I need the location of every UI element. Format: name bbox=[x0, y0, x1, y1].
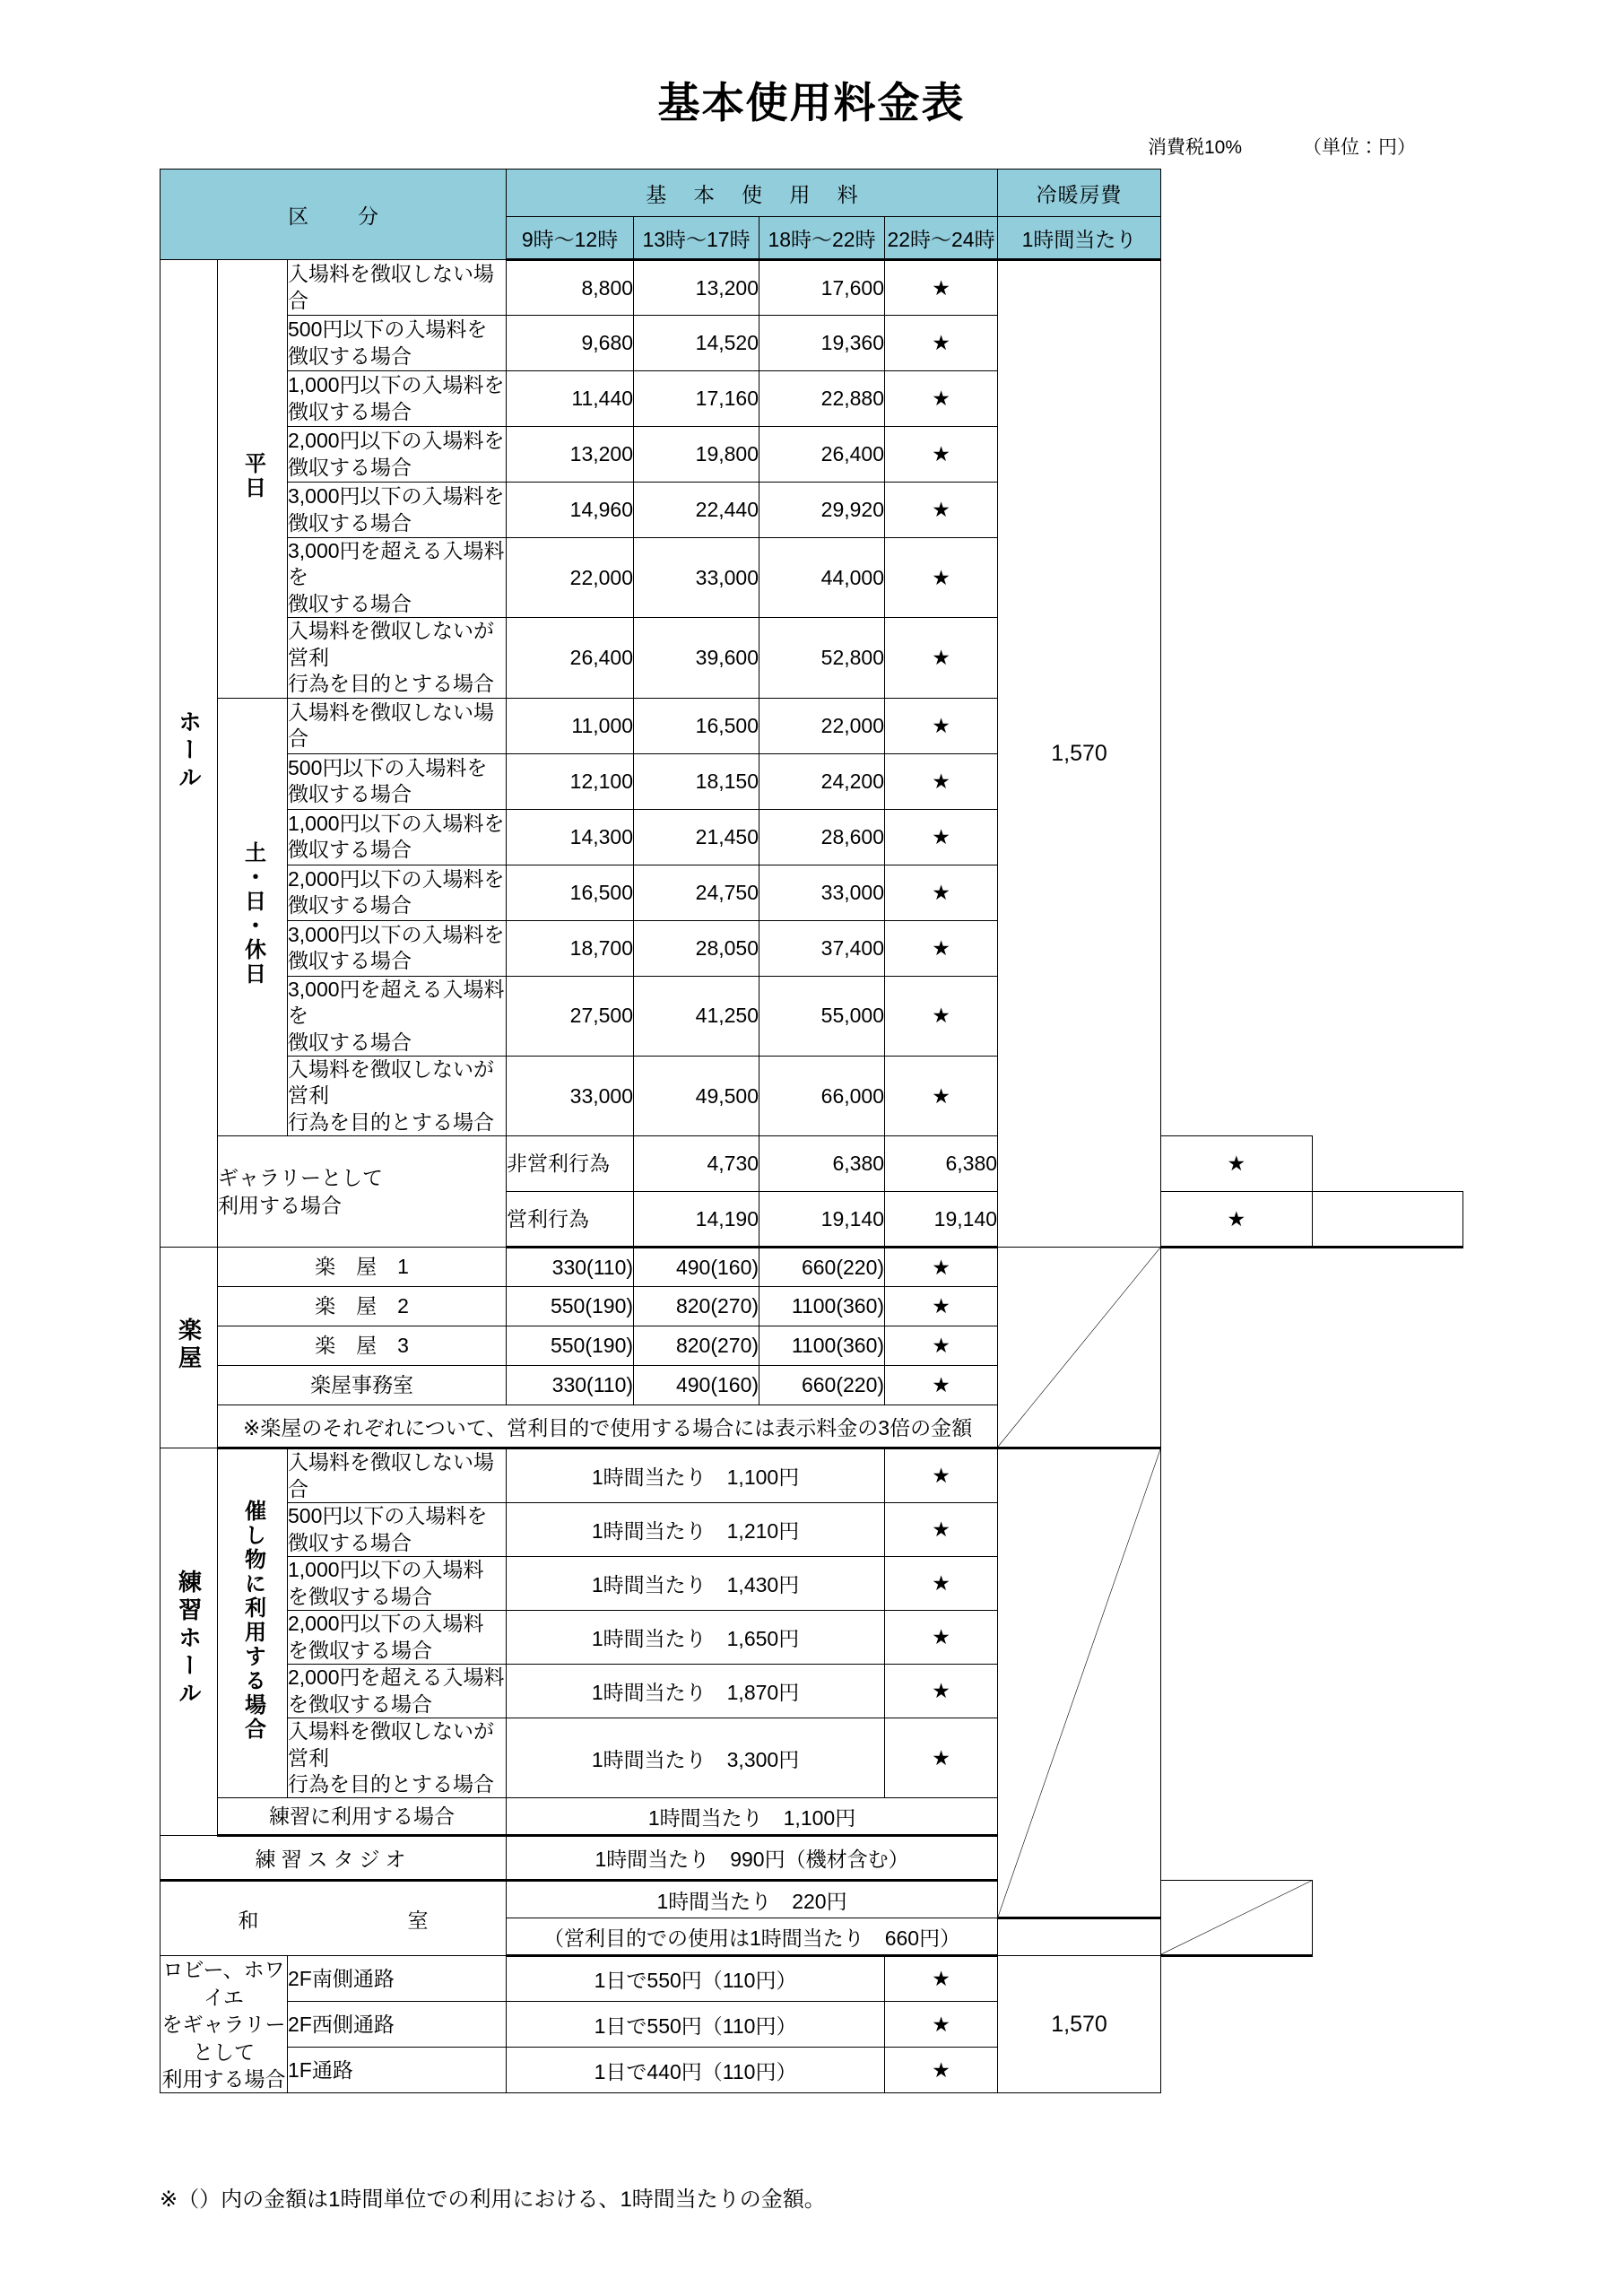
table-row bbox=[161, 316, 1463, 371]
cell-value: 33,000 bbox=[759, 865, 885, 920]
cell-value: 6,380 bbox=[885, 1136, 998, 1192]
table-row bbox=[161, 618, 1463, 698]
row-label: 入場料を徴収しない場合 bbox=[288, 698, 507, 753]
cell-value: 26,400 bbox=[759, 427, 885, 483]
header-per-hour: 1時間当たり bbox=[998, 217, 1161, 260]
row-label: 営利行為 bbox=[507, 1192, 634, 1248]
row-label: 2,000円を超える入場料 を徴収する場合 bbox=[288, 1665, 507, 1718]
table-row bbox=[161, 1248, 1463, 1287]
cell-value: 39,600 bbox=[634, 618, 759, 698]
cell-value: 18,150 bbox=[634, 753, 759, 809]
cell-value: 16,500 bbox=[634, 698, 759, 753]
cell-value: 1日で550円（110円） bbox=[507, 2002, 885, 2048]
cell-value: 14,190 bbox=[634, 1192, 759, 1248]
table-row bbox=[161, 1836, 1463, 1881]
table-row bbox=[161, 976, 1463, 1056]
cell-value: 41,250 bbox=[634, 976, 759, 1056]
empty-diagonal-cell bbox=[1161, 1881, 1312, 1956]
row-label: 楽 屋 1 bbox=[218, 1248, 507, 1287]
section-label-lobby: ロビー、ホワイエ をギャラリーとして 利用する場合 bbox=[161, 1956, 288, 2093]
cell-value: 22,440 bbox=[634, 483, 759, 538]
cell-value: 14,960 bbox=[507, 483, 634, 538]
cell-value: 49,500 bbox=[634, 1056, 759, 1135]
table-row bbox=[161, 260, 1463, 316]
heating-fee-lobby: 1,570 bbox=[998, 1956, 1161, 2093]
cell-value: 22,880 bbox=[759, 371, 885, 427]
row-label: 楽 屋 3 bbox=[218, 1326, 507, 1366]
header-time-col-1: 9時〜12時 bbox=[507, 217, 634, 260]
heating-fee-hall: 1,570 bbox=[998, 260, 1161, 1248]
cell-value: 55,000 bbox=[759, 976, 885, 1056]
table-row bbox=[161, 1503, 1463, 1557]
star-icon: ★ bbox=[885, 316, 998, 371]
star-icon: ★ bbox=[1161, 1192, 1312, 1248]
cell-value: 19,360 bbox=[759, 316, 885, 371]
cell-value: 1時間当たり 1,870円 bbox=[507, 1665, 885, 1718]
cell-value: 37,400 bbox=[759, 920, 885, 976]
subsection-label-event-use: 催し物に利用する場合 bbox=[218, 1448, 288, 1798]
table-row bbox=[161, 1665, 1463, 1718]
cell-value: 13,200 bbox=[634, 260, 759, 316]
table-row bbox=[161, 698, 1463, 753]
table-row bbox=[161, 483, 1463, 538]
cell-value: 11,440 bbox=[507, 371, 634, 427]
row-label: 2F南側通路 bbox=[288, 1956, 507, 2002]
star-icon: ★ bbox=[885, 1287, 998, 1326]
cell-value: 1日で440円（110円） bbox=[507, 2048, 885, 2093]
dressing-rooms-note: ※楽屋のそれぞれについて、営利目的で使用する場合には表示料金の3倍の金額 bbox=[218, 1405, 998, 1448]
star-icon: ★ bbox=[885, 1718, 998, 1798]
cell-value: 660(220) bbox=[759, 1366, 885, 1405]
header-time-col-3: 18時〜22時 bbox=[759, 217, 885, 260]
table-row bbox=[161, 1366, 1463, 1405]
star-icon: ★ bbox=[1161, 1136, 1312, 1192]
star-icon: ★ bbox=[885, 698, 998, 753]
star-icon: ★ bbox=[885, 1611, 998, 1665]
star-icon: ★ bbox=[885, 371, 998, 427]
cell-value: 33,000 bbox=[634, 538, 759, 618]
row-label: 入場料を徴収しないが営利 行為を目的とする場合 bbox=[288, 618, 507, 698]
table-row bbox=[161, 1956, 1463, 2002]
cell-value: 17,160 bbox=[634, 371, 759, 427]
star-icon: ★ bbox=[885, 809, 998, 865]
cell-value: 11,000 bbox=[507, 698, 634, 753]
table-row bbox=[161, 809, 1463, 865]
row-label: 入場料を徴収しない場合 bbox=[288, 1448, 507, 1503]
star-icon: ★ bbox=[885, 865, 998, 920]
cell-value: 33,000 bbox=[507, 1056, 634, 1135]
table-row bbox=[161, 538, 1463, 618]
section-label-dressing-rooms: 楽屋 bbox=[161, 1248, 218, 1448]
row-label: 1F通路 bbox=[288, 2048, 507, 2093]
cell-value: 550(190) bbox=[507, 1287, 634, 1326]
cell-value: 550(190) bbox=[507, 1326, 634, 1366]
row-label: 1,000円以下の入場料を 徴収する場合 bbox=[288, 809, 507, 865]
star-icon: ★ bbox=[885, 920, 998, 976]
row-label: 非営利行為 bbox=[507, 1136, 634, 1192]
cell-value: 12,100 bbox=[507, 753, 634, 809]
unit-note: （単位：円） bbox=[1303, 137, 1417, 158]
star-icon: ★ bbox=[885, 260, 998, 316]
row-label: 3,000円以下の入場料を 徴収する場合 bbox=[288, 483, 507, 538]
cell-value: 13,200 bbox=[507, 427, 634, 483]
table-row bbox=[161, 865, 1463, 920]
cell-value: 17,600 bbox=[759, 260, 885, 316]
header-heating-fee: 冷暖房費 bbox=[998, 170, 1161, 217]
cell-value: 14,520 bbox=[634, 316, 759, 371]
star-icon: ★ bbox=[885, 427, 998, 483]
section-label-practice-hall: 練習ホール bbox=[161, 1448, 218, 1836]
row-label: 3,000円以下の入場料を 徴収する場合 bbox=[288, 920, 507, 976]
star-icon: ★ bbox=[885, 976, 998, 1056]
header-basic-fee: 基 本 使 用 料 bbox=[507, 170, 998, 217]
cell-value: 24,750 bbox=[634, 865, 759, 920]
cell-value: 1時間当たり 990円（機材含む） bbox=[507, 1836, 998, 1881]
cell-value: 29,920 bbox=[759, 483, 885, 538]
row-label: 1,000円以下の入場料を 徴収する場合 bbox=[288, 371, 507, 427]
tax-note: 消費税10% bbox=[1148, 137, 1243, 158]
cell-value: 44,000 bbox=[759, 538, 885, 618]
cell-value: 28,050 bbox=[634, 920, 759, 976]
table-row bbox=[161, 1611, 1463, 1665]
meta-row bbox=[1148, 133, 1533, 160]
cell-value: 1時間当たり 1,430円 bbox=[507, 1557, 885, 1611]
row-label: 2,000円以下の入場料を 徴収する場合 bbox=[288, 865, 507, 920]
cell-value: 19,140 bbox=[759, 1192, 885, 1248]
cell-value: 1100(360) bbox=[759, 1326, 885, 1366]
footnote: ※（）内の金額は1時間単位での利用における、1時間当たりの金額。 bbox=[160, 2187, 826, 2212]
cell-value: 8,800 bbox=[507, 260, 634, 316]
section-label-practice-studio: 練習スタジオ bbox=[161, 1836, 507, 1881]
row-label: 1,000円以下の入場料 を徴収する場合 bbox=[288, 1557, 507, 1611]
table-row bbox=[161, 1798, 1463, 1836]
table-row bbox=[161, 920, 1463, 976]
row-label: 入場料を徴収しないが営利 行為を目的とする場合 bbox=[288, 1718, 507, 1798]
cell-value: 4,730 bbox=[634, 1136, 759, 1192]
row-label: 500円以下の入場料を 徴収する場合 bbox=[288, 753, 507, 809]
cell-value: 1100(360) bbox=[759, 1287, 885, 1326]
cell-value: 660(220) bbox=[759, 1248, 885, 1287]
row-label: 2F西側通路 bbox=[288, 2002, 507, 2048]
empty-diagonal-cell bbox=[998, 1448, 1161, 1918]
star-icon: ★ bbox=[885, 1326, 998, 1366]
table-row bbox=[161, 2002, 1463, 2048]
cell-value: 1時間当たり 1,100円 bbox=[507, 1798, 998, 1836]
cell-value: 1日で550円（110円） bbox=[507, 1956, 885, 2002]
star-icon: ★ bbox=[885, 1956, 998, 2002]
table-row bbox=[161, 1136, 1463, 1192]
cell-value: 28,600 bbox=[759, 809, 885, 865]
row-label: 入場料を徴収しないが営利 行為を目的とする場合 bbox=[288, 1056, 507, 1135]
cell-value: 52,800 bbox=[759, 618, 885, 698]
star-icon: ★ bbox=[885, 2048, 998, 2093]
star-icon: ★ bbox=[885, 1056, 998, 1135]
subsection-label-gallery: ギャラリーとして 利用する場合 bbox=[218, 1136, 507, 1248]
table-row bbox=[161, 1448, 1463, 1503]
row-label: 2,000円以下の入場料 を徴収する場合 bbox=[288, 1611, 507, 1665]
table-row bbox=[161, 1718, 1463, 1798]
cell-value: 19,140 bbox=[885, 1192, 998, 1248]
cell-value: 9,680 bbox=[507, 316, 634, 371]
row-label: 500円以下の入場料を 徴収する場合 bbox=[288, 316, 507, 371]
cell-value: 19,800 bbox=[634, 427, 759, 483]
section-label-washitsu: 和 室 bbox=[161, 1881, 507, 1956]
cell-value: 490(160) bbox=[634, 1248, 759, 1287]
table-row bbox=[161, 1405, 1463, 1448]
cell-value: 330(110) bbox=[507, 1248, 634, 1287]
table-row bbox=[161, 427, 1463, 483]
cell-value: 26,400 bbox=[507, 618, 634, 698]
table-row bbox=[161, 1326, 1463, 1366]
star-icon: ★ bbox=[885, 1503, 998, 1557]
cell-value: 330(110) bbox=[507, 1366, 634, 1405]
cell-value: 1時間当たり 1,100円 bbox=[507, 1448, 885, 1503]
table-row bbox=[161, 1881, 1463, 1918]
row-label: 入場料を徴収しない場合 bbox=[288, 260, 507, 316]
star-icon: ★ bbox=[885, 753, 998, 809]
table-row bbox=[161, 371, 1463, 427]
cell-value: 490(160) bbox=[634, 1366, 759, 1405]
header-time-col-2: 13時〜17時 bbox=[634, 217, 759, 260]
star-icon: ★ bbox=[885, 1665, 998, 1718]
star-icon: ★ bbox=[885, 618, 998, 698]
row-label: 練習に利用する場合 bbox=[218, 1798, 507, 1836]
section-label-hall: ホール bbox=[161, 260, 218, 1248]
star-icon: ★ bbox=[885, 1366, 998, 1405]
page-title: 基本使用料金表 bbox=[657, 79, 966, 128]
cell-value: 820(270) bbox=[634, 1326, 759, 1366]
row-label: 楽 屋 2 bbox=[218, 1287, 507, 1326]
cell-value: 21,450 bbox=[634, 809, 759, 865]
star-icon: ★ bbox=[885, 1557, 998, 1611]
table-header-row-1 bbox=[161, 170, 1463, 217]
table-row bbox=[161, 753, 1463, 809]
cell-value: 66,000 bbox=[759, 1056, 885, 1135]
table-row bbox=[161, 1287, 1463, 1326]
cell-value: 6,380 bbox=[759, 1136, 885, 1192]
row-label: 3,000円を超える入場料を 徴収する場合 bbox=[288, 976, 507, 1056]
row-label: 500円以下の入場料を 徴収する場合 bbox=[288, 1503, 507, 1557]
row-label: 楽屋事務室 bbox=[218, 1366, 507, 1405]
cell-value: 24,200 bbox=[759, 753, 885, 809]
cell-value: 27,500 bbox=[507, 976, 634, 1056]
cell-value: 16,500 bbox=[507, 865, 634, 920]
empty-diagonal-cell bbox=[998, 1248, 1161, 1448]
row-label: 2,000円以下の入場料を 徴収する場合 bbox=[288, 427, 507, 483]
header-time-col-4: 22時〜24時 bbox=[885, 217, 998, 260]
cell-value: 1時間当たり 3,300円 bbox=[507, 1718, 885, 1798]
star-icon: ★ bbox=[885, 483, 998, 538]
cell-value: 1時間当たり 220円 bbox=[507, 1881, 998, 1918]
table-row bbox=[161, 2048, 1463, 2093]
star-icon: ★ bbox=[885, 538, 998, 618]
cell-value: 1時間当たり 1,650円 bbox=[507, 1611, 885, 1665]
table-row bbox=[161, 1056, 1463, 1135]
cell-value: 1時間当たり 1,210円 bbox=[507, 1503, 885, 1557]
star-icon: ★ bbox=[885, 1248, 998, 1287]
cell-value: 22,000 bbox=[507, 538, 634, 618]
cell-value: 14,300 bbox=[507, 809, 634, 865]
cell-value: （営利目的での使用は1時間当たり 660円） bbox=[507, 1918, 998, 1956]
row-label: 3,000円を超える入場料を 徴収する場合 bbox=[288, 538, 507, 618]
table-row bbox=[161, 1557, 1463, 1611]
star-icon: ★ bbox=[885, 2002, 998, 2048]
header-kubun: 区 分 bbox=[161, 170, 507, 260]
fee-table bbox=[160, 169, 1463, 2093]
subsection-label-weekday: 平日 bbox=[218, 260, 288, 699]
cell-value: 22,000 bbox=[759, 698, 885, 753]
cell-value: 18,700 bbox=[507, 920, 634, 976]
subsection-label-holiday: 土・日・休日 bbox=[218, 698, 288, 1136]
star-icon: ★ bbox=[885, 1448, 998, 1503]
heating-fee-spacer bbox=[1312, 1192, 1462, 1248]
cell-value: 820(270) bbox=[634, 1287, 759, 1326]
